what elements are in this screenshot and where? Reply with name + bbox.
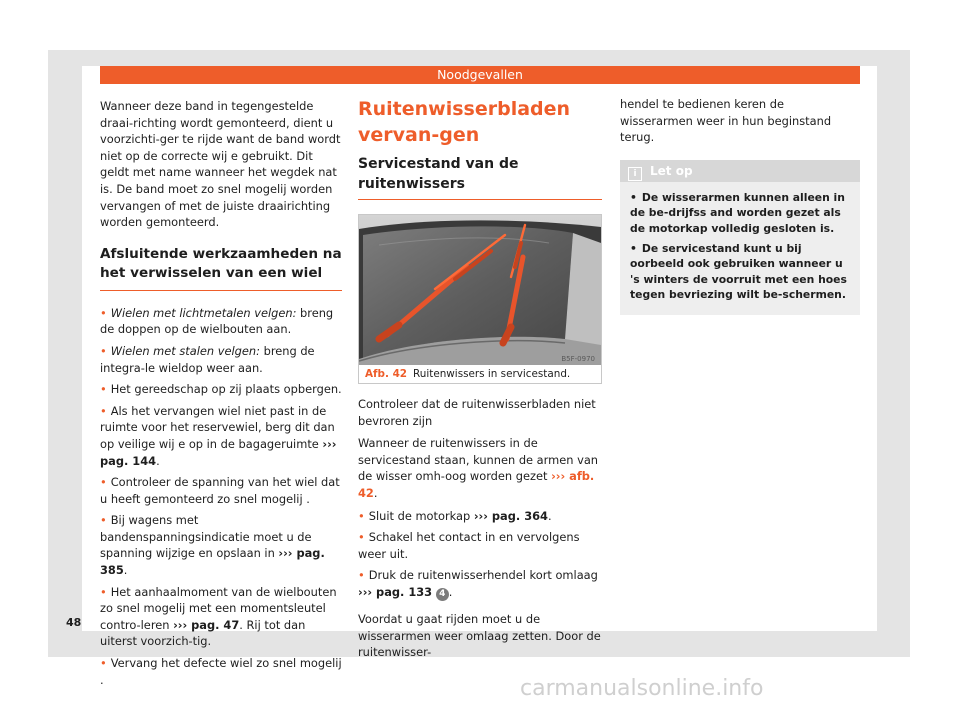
item-text: Bij wagens met bandenspanningsindicatie moet u de spanning wijzige en opslaan in	[100, 513, 312, 561]
caption-text: Ruitenwissers in servicestand.	[413, 368, 571, 380]
note-header	[620, 160, 860, 182]
list-item	[358, 529, 602, 562]
item-emphasis: Wielen met stalen velgen:	[110, 343, 260, 358]
section-header: Noodgevallen	[100, 66, 860, 84]
list-item	[100, 584, 342, 650]
section-subtitle: Servicestand van de ruitenwissers	[358, 154, 602, 200]
item-text: Sluit de motorkap	[368, 508, 474, 523]
list-item	[100, 305, 342, 338]
figure-link[interactable]: ››› afb. 42	[358, 469, 595, 500]
page-number: 48	[66, 616, 82, 629]
column-right	[620, 96, 860, 315]
step-list	[358, 508, 602, 601]
item-text: breng de doppen op de wielbouten aan.	[100, 305, 334, 337]
page-link[interactable]: ››› pag. 144	[100, 436, 337, 468]
item-text: Als het vervangen wiel niet past in de ruimte voor het reservewiel, berg dit dan op veilige wij e op in de bagageruimte	[100, 403, 335, 451]
paragraph: Voordat u gaat rijden moet u de wisserarmen weer omlaag zetten. Door de ruitenwisser-	[358, 611, 601, 660]
list-item	[358, 508, 602, 525]
list-item: • De servicestand kunt u bij oorbeeld ook gebruiken wanneer u 's winters de voorruit met een hoes tegen bevriezing wilt be-schermen.	[630, 241, 852, 303]
bullet-list	[100, 305, 342, 688]
list-item	[100, 512, 342, 578]
list-item	[100, 381, 342, 398]
intro-paragraph: Wanneer deze band in tegengestelde draai-richting wordt gemonteerd, dient u voorzichti-ger te rijde want de band wordt niet op de correcte wij e gebruikt. Dit geldt met name wanneer het wegdek nat is. De band moet zo snel mogelij worden vervangen of met de juiste draairichting worden gemonteerd.	[100, 99, 341, 230]
item-text: Controleer de spanning van het wiel dat u heeft gemonteerd zo snel mogelij .	[100, 475, 340, 506]
column-left	[100, 98, 342, 693]
item-text: Het aanhaalmoment van de wielbouten zo snel mogelij met een momentsleutel contro-leren	[100, 584, 337, 632]
item-text: Schakel het contact in en vervolgens weer uit.	[358, 530, 580, 561]
note-list	[620, 182, 860, 315]
paragraph-continued: hendel te bedienen keren de wisserarmen weer in hun beginstand terug.	[620, 97, 832, 145]
item-text: breng de integra-le wieldop weer aan.	[100, 343, 315, 375]
page-title: Ruitenwisserbladen vervan-gen	[358, 98, 571, 146]
paragraph	[358, 435, 602, 501]
list-item	[358, 567, 602, 601]
control-number-badge: 4	[436, 588, 449, 601]
section-heading: Afsluitende werkzaamheden na het verwisselen van een wiel	[100, 245, 342, 291]
list-item: • De wisserarmen kunnen alleen in de be-drijfss and worden gezet als de motorkap volledig gesloten is.	[630, 190, 852, 237]
item-text: . Rij tot dan uiterst voorzich-tig.	[100, 617, 306, 649]
wiper-illustration	[359, 215, 601, 365]
page-link[interactable]: ››› pag. 385	[100, 546, 325, 578]
note-box	[620, 160, 860, 315]
paragraph-text: .	[373, 485, 378, 500]
item-text: Vervang het defecte wiel zo snel mogelij .	[100, 656, 342, 687]
list-item	[100, 403, 342, 469]
paragraph-text: Wanneer de ruitenwissers in de servicestand staan, kunnen de armen van de wisser omh-oog worden gezet	[358, 436, 599, 484]
figure-caption	[359, 365, 601, 383]
item-text: .	[448, 584, 453, 599]
paragraph: Controleer dat de ruitenwisserbladen niet bevroren zijn	[358, 397, 596, 428]
info-icon: i	[628, 167, 642, 181]
figure-code: B5F-0970	[561, 355, 595, 363]
list-item	[100, 474, 342, 507]
column-middle	[358, 96, 602, 667]
watermark: carmanualsonline.info	[520, 676, 764, 701]
item-text: .	[547, 508, 552, 523]
instructions	[358, 396, 602, 661]
item-text: .	[123, 563, 128, 578]
page-link[interactable]: ››› pag. 47	[173, 617, 240, 632]
item-text: Het gereedschap op zij plaats opbergen.	[110, 382, 342, 397]
note-title: Let op	[650, 163, 693, 178]
list-item	[100, 343, 342, 376]
item-text: Druk de ruitenwisserhendel kort omlaag	[368, 568, 598, 583]
figure-label: Afb. 42	[365, 368, 408, 380]
figure-wipers	[358, 214, 602, 384]
list-item	[100, 655, 342, 688]
item-text: .	[156, 453, 160, 468]
page-link[interactable]: ››› pag. 364	[473, 508, 548, 523]
page-link[interactable]: ››› pag. 133	[358, 584, 433, 599]
item-emphasis: Wielen met lichtmetalen velgen:	[110, 305, 297, 320]
